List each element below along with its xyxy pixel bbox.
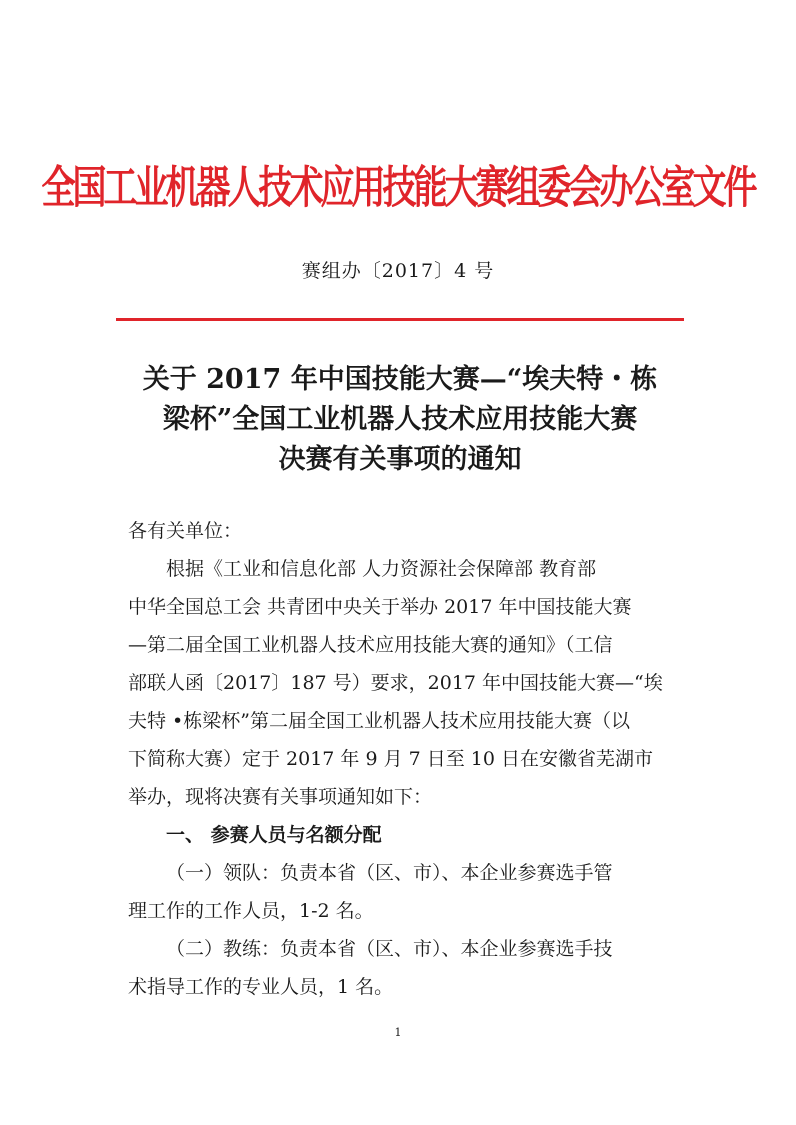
item-line: 理工作的工作人员，1-2 名。 bbox=[128, 900, 374, 922]
paragraph-line: 中华全国总工会 共青团中央关于举办 2017 年中国技能大赛 bbox=[128, 596, 632, 618]
paragraph-line: 举办，现将决赛有关事项通知如下： bbox=[128, 786, 433, 808]
item-line: 术指导工作的专业人员，1 名。 bbox=[128, 976, 394, 998]
notice-body bbox=[128, 512, 676, 1006]
document-number: 赛组办〔2017〕4 号 bbox=[301, 260, 495, 282]
red-divider-line bbox=[116, 318, 684, 321]
section-heading: 一、 参赛人员与名额分配 bbox=[166, 824, 382, 846]
paragraph-line: 部联人函〔2017〕187 号）要求，2017 年中国技能大赛—“埃 bbox=[128, 672, 663, 694]
notice-title bbox=[100, 360, 700, 480]
item-line: （一）领队：负责本省（区、市）、本企业参赛选手管 bbox=[166, 862, 613, 884]
notice-title-line: 梁杯”全国工业机器人技术应用技能大赛 bbox=[162, 404, 638, 435]
issuer-header-title: 全国工业机器人技术应用技能大赛组委会办公室文件 bbox=[41, 162, 755, 215]
page-number: 1 bbox=[394, 1026, 402, 1039]
paragraph-line: 下简称大赛）定于 2017 年 9 月 7 日至 10 日在安徽省芜湖市 bbox=[128, 748, 654, 770]
item-line: （二）教练：负责本省（区、市）、本企业参赛选手技 bbox=[166, 938, 613, 960]
notice-title-line: 决赛有关事项的通知 bbox=[278, 444, 522, 475]
paragraph-line: 夫特 •栋梁杯”第二届全国工业机器人技术应用技能大赛（以 bbox=[128, 710, 630, 732]
salutation: 各有关单位： bbox=[128, 520, 243, 542]
paragraph-line: 根据《工业和信息化部 人力资源社会保障部 教育部 bbox=[166, 558, 597, 580]
notice-title-line: 关于 2017 年中国技能大赛—“埃夫特・栋 bbox=[142, 364, 658, 395]
paragraph-line: —第二届全国工业机器人技术应用技能大赛的通知》（工信 bbox=[128, 634, 613, 656]
